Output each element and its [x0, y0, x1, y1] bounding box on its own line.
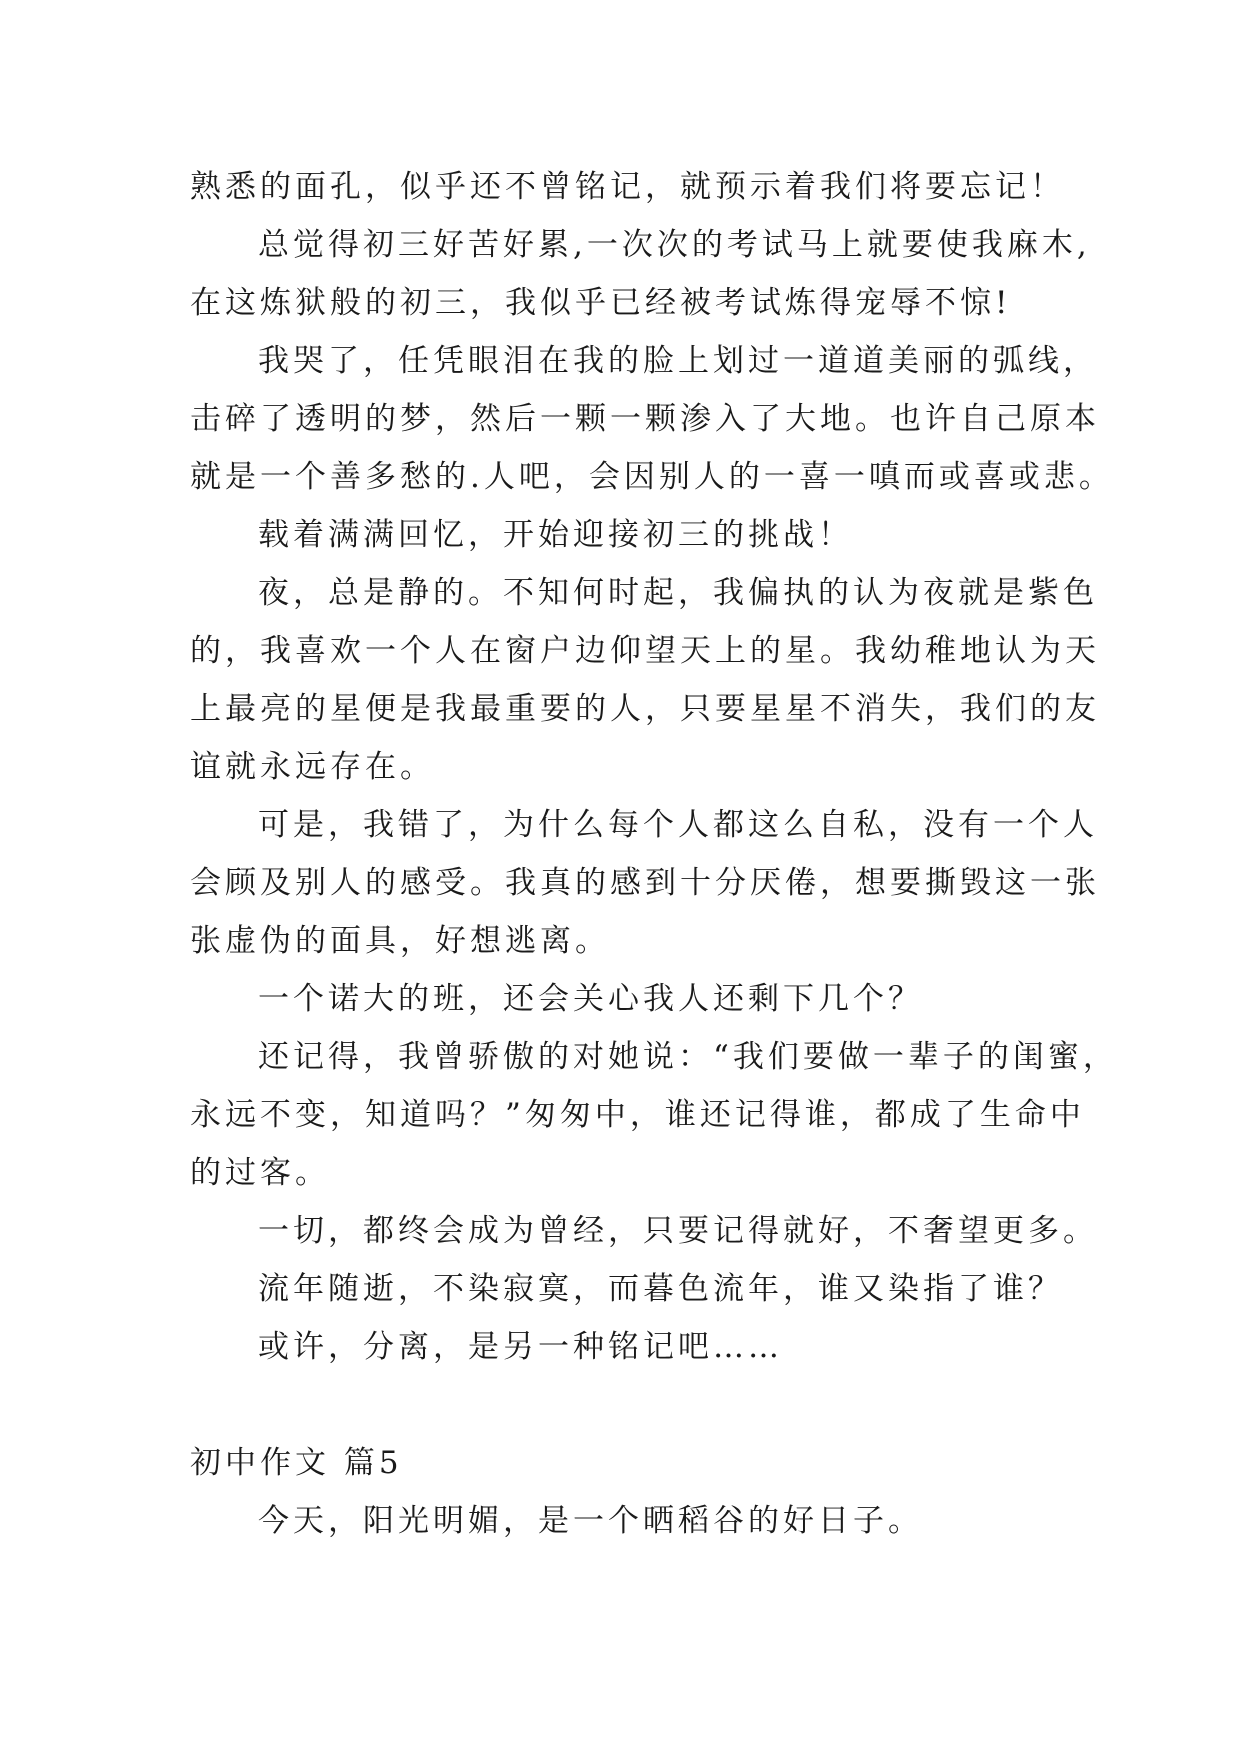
text-line: 熟悉的面孔，似乎还不曾铭记，就预示着我们将要忘记！ — [190, 169, 1065, 205]
text-line: 会顾及别人的感受。我真的感到十分厌倦，想要撕毁这一张 — [190, 865, 1100, 901]
paragraph-start-line: 或许，分离，是另一种铭记吧…… — [258, 1329, 783, 1365]
text-line: 张虚伪的面具，好想逃离。 — [190, 923, 610, 959]
section-heading: 初中作文 篇5 — [190, 1445, 403, 1481]
text-line: 击碎了透明的梦，然后一颗一颗渗入了大地。也许自己原本 — [190, 401, 1100, 437]
paragraph-start-line: 载着满满回忆，开始迎接初三的挑战！ — [258, 517, 853, 553]
paragraph-start-line: 一切，都终会成为曾经，只要记得就好，不奢望更多。 — [258, 1213, 1098, 1249]
paragraph-start-line: 夜，总是静的。不知何时起，我偏执的认为夜就是紫色 — [258, 575, 1098, 611]
text-line: 在这炼狱般的初三，我似乎已经被考试炼得宠辱不惊! — [190, 285, 1012, 321]
text-line: 的过客。 — [190, 1155, 330, 1191]
text-line: 永远不变，知道吗？”匆匆中，谁还记得谁，都成了生命中 — [190, 1097, 1085, 1133]
essay-body — [190, 158, 1118, 1550]
text-line: 谊就永远存在。 — [190, 749, 435, 785]
paragraph-start-line: 今天，阳光明媚，是一个晒稻谷的好日子。 — [258, 1503, 923, 1539]
paragraph-start-line: 总觉得初三好苦好累,一次次的考试马上就要使我麻木, — [258, 227, 1091, 263]
text-line: 的，我喜欢一个人在窗户边仰望天上的星。我幼稚地认为天 — [190, 633, 1100, 669]
paragraph-start-line: 我哭了，任凭眼泪在我的脸上划过一道道美丽的弧线， — [258, 343, 1098, 379]
text-line: 上最亮的星便是我最重要的人，只要星星不消失，我们的友 — [190, 691, 1100, 727]
paragraph-start-line: 可是，我错了，为什么每个人都这么自私，没有一个人 — [258, 807, 1098, 843]
paragraph-start-line: 流年随逝，不染寂寞，而暮色流年，谁又染指了谁？ — [258, 1271, 1063, 1307]
paragraph-start-line: 还记得，我曾骄傲的对她说：“我们要做一辈子的闺蜜， — [258, 1039, 1118, 1075]
paragraph-start-line: 一个诺大的班，还会关心我人还剩下几个？ — [258, 981, 923, 1017]
text-line: 就是一个善多愁的.人吧，会因别人的一喜一嗔而或喜或悲。 — [190, 459, 1114, 495]
